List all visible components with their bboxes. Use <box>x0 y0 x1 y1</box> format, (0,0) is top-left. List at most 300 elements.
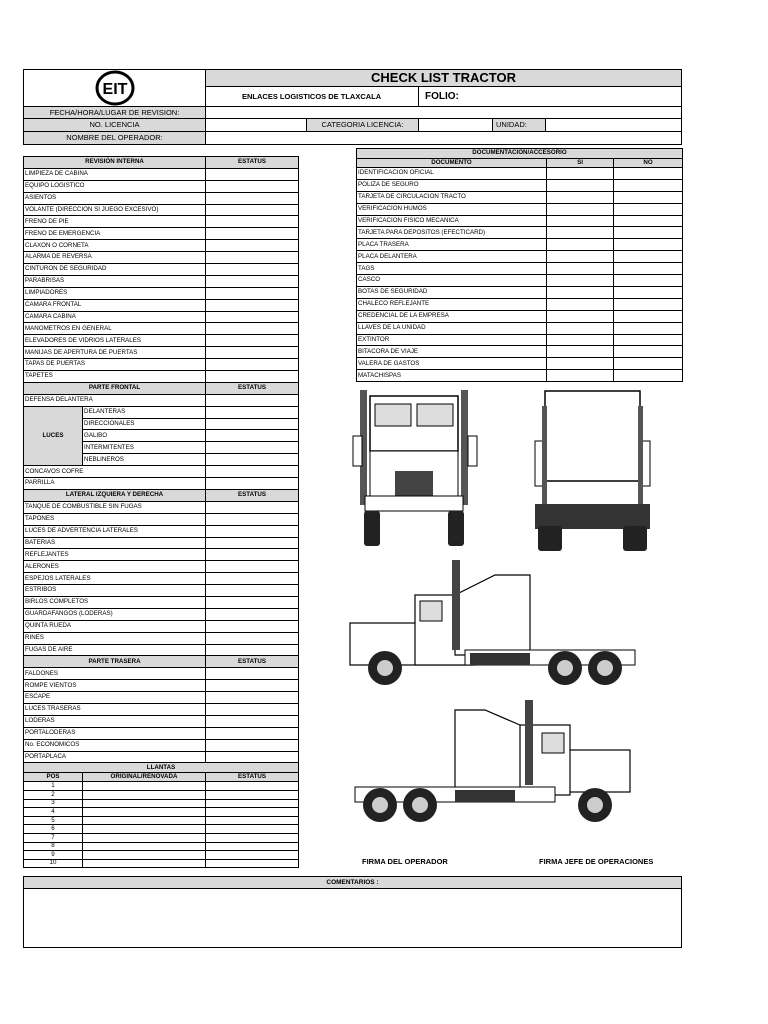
tire-position: 1 <box>24 782 83 791</box>
company-cell <box>205 86 419 107</box>
no-field[interactable] <box>614 346 683 358</box>
table-row <box>24 751 299 763</box>
item-label: No. ECONOMICOS <box>24 739 206 751</box>
si-field[interactable] <box>547 215 614 227</box>
truck-front-view <box>350 386 480 551</box>
status-field[interactable] <box>206 808 299 817</box>
si-field[interactable] <box>547 286 614 298</box>
item-label: LIMPIEZA DE CABINA <box>24 168 206 180</box>
status-field[interactable] <box>206 323 299 335</box>
operador-field[interactable] <box>205 131 682 145</box>
comments-field[interactable] <box>23 888 682 948</box>
status-field[interactable] <box>206 311 299 323</box>
item-label: NEBLINEROS <box>83 454 206 466</box>
item-label: FRENO DE PIE <box>24 216 206 228</box>
table-row <box>357 191 683 203</box>
status-field[interactable] <box>206 692 299 704</box>
pos-col-header: POS <box>24 772 83 782</box>
truck-side-view-left <box>350 695 640 830</box>
item-label: IDENTIFICACION OFICIAL <box>357 168 547 180</box>
item-label: LUCES TRASERAS <box>24 703 206 715</box>
table-row <box>357 251 683 263</box>
luces-group-label: LUCES <box>24 406 83 465</box>
status-field[interactable] <box>206 585 299 597</box>
status-field[interactable] <box>206 478 299 490</box>
table-row <box>24 311 299 323</box>
section-title: REVISIÓN INTERNA <box>24 157 206 169</box>
status-field[interactable] <box>206 703 299 715</box>
status-field[interactable] <box>206 842 299 851</box>
orig-field[interactable] <box>83 799 206 808</box>
orig-field[interactable] <box>83 842 206 851</box>
operator-signature-label: FIRMA DEL OPERADOR <box>362 857 448 866</box>
status-field[interactable] <box>206 751 299 763</box>
section-header-row <box>357 149 683 159</box>
status-field[interactable] <box>206 430 299 442</box>
si-field[interactable] <box>547 203 614 215</box>
item-label: REFLEJANTES <box>24 549 206 561</box>
status-field[interactable] <box>206 371 299 383</box>
section-title: LATERAL IZQUIERA Y DERECHA <box>24 489 206 501</box>
tire-position: 3 <box>24 799 83 808</box>
si-field[interactable] <box>547 239 614 251</box>
status-field[interactable] <box>206 454 299 466</box>
table-row <box>24 808 299 817</box>
no-field[interactable] <box>614 227 683 239</box>
status-field[interactable] <box>206 644 299 656</box>
table-row <box>24 825 299 834</box>
no-field[interactable] <box>614 203 683 215</box>
table-row <box>24 180 299 192</box>
item-label: ESPEJOS LATERALES <box>24 573 206 585</box>
table-row <box>24 323 299 335</box>
no-field[interactable] <box>614 215 683 227</box>
section-title: PARTE TRASERA <box>24 656 206 668</box>
status-field[interactable] <box>206 834 299 843</box>
orig-field[interactable] <box>83 808 206 817</box>
orig-field[interactable] <box>83 816 206 825</box>
item-label: ESTRIBOS <box>24 585 206 597</box>
table-row <box>24 204 299 216</box>
table-row <box>24 859 299 868</box>
status-field[interactable] <box>206 275 299 287</box>
status-field[interactable] <box>206 299 299 311</box>
status-field[interactable] <box>206 668 299 680</box>
si-col-header: SI <box>547 158 614 168</box>
item-label: CLAXON O CORNETA <box>24 240 206 252</box>
table-row <box>24 216 299 228</box>
no-field[interactable] <box>614 286 683 298</box>
si-field[interactable] <box>547 275 614 287</box>
status-field[interactable] <box>206 680 299 692</box>
table-row <box>24 608 299 620</box>
table-row <box>24 228 299 240</box>
table-row <box>24 851 299 860</box>
orig-field[interactable] <box>83 782 206 791</box>
table-row <box>24 513 299 525</box>
status-field[interactable] <box>206 501 299 513</box>
item-label: VERIFICACION HUMOS <box>357 203 547 215</box>
item-label: MANOMETROS EN GENERAL <box>24 323 206 335</box>
operador-label-cell <box>23 131 206 145</box>
item-label: CAMARA FRONTAL <box>24 299 206 311</box>
status-col-header: ESTATUS <box>206 382 299 394</box>
table-row <box>357 322 683 334</box>
table-row <box>24 668 299 680</box>
item-label: LODERAS <box>24 715 206 727</box>
no-field[interactable] <box>614 310 683 322</box>
item-label: TARJETA PARA DEPOSITOS (EFECTICARD) <box>357 227 547 239</box>
unidad-label: UNIDAD: <box>496 120 527 129</box>
item-label: CAMARA CABINA <box>24 311 206 323</box>
title-cell <box>205 69 682 87</box>
item-label: FUGAS DE AIRE <box>24 644 206 656</box>
fecha-label: FECHA/HORA/LUGAR DE REVISION: <box>49 108 180 117</box>
table-row <box>24 549 299 561</box>
no-field[interactable] <box>614 251 683 263</box>
tire-position: 4 <box>24 808 83 817</box>
item-label: DEFENSA DELANTERA <box>24 394 206 406</box>
status-field[interactable] <box>206 549 299 561</box>
licencia-label-cell <box>23 118 206 132</box>
table-row <box>24 791 299 800</box>
item-label: BIRLOS COMPLETOS <box>24 596 206 608</box>
item-label: INTERMITENTES <box>83 442 206 454</box>
table-row <box>24 501 299 513</box>
status-field[interactable] <box>206 632 299 644</box>
unidad-field[interactable] <box>545 118 682 132</box>
page-title: CHECK LIST TRACTOR <box>371 70 516 85</box>
status-col-header: ESTATUS <box>206 157 299 169</box>
table-row <box>24 561 299 573</box>
item-label: CHALECO REFLEJANTE <box>357 298 547 310</box>
section-title: LLANTAS <box>24 763 299 773</box>
status-field[interactable] <box>206 573 299 585</box>
status-field[interactable] <box>206 715 299 727</box>
table-row <box>357 298 683 310</box>
item-label: ALERONES <box>24 561 206 573</box>
item-label: TAGS <box>357 263 547 275</box>
item-label: LIMPIADORES <box>24 287 206 299</box>
status-field[interactable] <box>206 608 299 620</box>
licencia-field[interactable] <box>205 118 307 132</box>
status-field[interactable] <box>206 620 299 632</box>
si-field[interactable] <box>547 310 614 322</box>
orig-field[interactable] <box>83 859 206 868</box>
documentation-table <box>356 148 683 382</box>
table-row <box>24 371 299 383</box>
no-field[interactable] <box>614 179 683 191</box>
status-col-header: ESTATUS <box>206 656 299 668</box>
table-row <box>24 585 299 597</box>
item-label: PARRILLA <box>24 478 206 490</box>
categoria-label: CATEGORIA LICENCIA: <box>321 120 404 129</box>
status-field[interactable] <box>206 347 299 359</box>
table-row <box>24 799 299 808</box>
item-label: EXTINTOR <box>357 334 547 346</box>
item-label: DELANTERAS <box>83 406 206 418</box>
no-col-header: NO <box>614 158 683 168</box>
si-field[interactable] <box>547 251 614 263</box>
status-field[interactable] <box>206 180 299 192</box>
si-field[interactable] <box>547 334 614 346</box>
tire-position: 9 <box>24 851 83 860</box>
item-label: PLACA DELANTERA <box>357 251 547 263</box>
table-row <box>24 632 299 644</box>
folio-label: FOLIO: <box>425 91 459 102</box>
status-field[interactable] <box>206 287 299 299</box>
table-row <box>24 347 299 359</box>
status-field[interactable] <box>206 442 299 454</box>
table-row <box>24 252 299 264</box>
no-field[interactable] <box>614 191 683 203</box>
item-label: TARJETA DE CIRCULACION TRACTO <box>357 191 547 203</box>
si-field[interactable] <box>547 346 614 358</box>
item-label: VALERA DE GASTOS <box>357 358 547 370</box>
section-header-row <box>24 157 299 169</box>
table-row <box>24 739 299 751</box>
table-row <box>24 359 299 371</box>
item-label: FRENO DE EMERGENCIA <box>24 228 206 240</box>
logo-cell <box>23 69 206 107</box>
item-label: PLACA TRASERA <box>357 239 547 251</box>
categoria-field[interactable] <box>418 118 493 132</box>
si-field[interactable] <box>547 179 614 191</box>
item-label: DIRECCIONALES <box>83 418 206 430</box>
status-field[interactable] <box>206 240 299 252</box>
item-label: PORTALODERAS <box>24 727 206 739</box>
item-label: PARABRISAS <box>24 275 206 287</box>
table-row <box>24 680 299 692</box>
status-field[interactable] <box>206 739 299 751</box>
status-field[interactable] <box>206 782 299 791</box>
status-field[interactable] <box>206 418 299 430</box>
no-field[interactable] <box>614 263 683 275</box>
status-field[interactable] <box>206 825 299 834</box>
status-field[interactable] <box>206 513 299 525</box>
item-label: EQUIPO LOGISTICO <box>24 180 206 192</box>
table-row <box>24 478 299 490</box>
item-label: CINTURON DE SEGURIDAD <box>24 264 206 276</box>
no-field[interactable] <box>614 275 683 287</box>
status-field[interactable] <box>206 791 299 800</box>
table-row <box>24 816 299 825</box>
status-field[interactable] <box>206 394 299 406</box>
status-field[interactable] <box>206 537 299 549</box>
status-field[interactable] <box>206 525 299 537</box>
item-label: BOTAS DE SEGURIDAD <box>357 286 547 298</box>
status-field[interactable] <box>206 204 299 216</box>
table-row <box>24 299 299 311</box>
table-row <box>357 227 683 239</box>
table-row <box>24 287 299 299</box>
no-field[interactable] <box>614 370 683 382</box>
table-row <box>24 727 299 739</box>
item-label: LLAVES DE LA UNIDAD <box>357 322 547 334</box>
item-label: ALARMA DE REVERSA <box>24 252 206 264</box>
table-row <box>357 168 683 180</box>
orig-col-header: ORIGINAL/RENOVADA <box>83 772 206 782</box>
item-label: CASCO <box>357 275 547 287</box>
si-field[interactable] <box>547 263 614 275</box>
no-field[interactable] <box>614 334 683 346</box>
status-field[interactable] <box>206 252 299 264</box>
categoria-label-cell <box>306 118 419 132</box>
status-field[interactable] <box>206 816 299 825</box>
si-field[interactable] <box>547 168 614 180</box>
item-label: PORTAPLACA <box>24 751 206 763</box>
status-col-header: ESTATUS <box>206 772 299 782</box>
item-label: BATERIAS <box>24 537 206 549</box>
comments-label: COMENTARIOS : <box>326 879 379 886</box>
status-field[interactable] <box>206 228 299 240</box>
table-row <box>24 466 299 478</box>
si-field[interactable] <box>547 191 614 203</box>
tire-position: 8 <box>24 842 83 851</box>
item-label: CREDENCIAL DE LA EMPRESA <box>357 310 547 322</box>
si-field[interactable] <box>547 322 614 334</box>
doc-col-header: DOCUMENTO <box>357 158 547 168</box>
table-row <box>24 703 299 715</box>
item-label: GUARDAFANGOS (LODERAS) <box>24 608 206 620</box>
status-field[interactable] <box>206 168 299 180</box>
si-field[interactable] <box>547 227 614 239</box>
table-row <box>24 644 299 656</box>
status-field[interactable] <box>206 799 299 808</box>
svg-text:EIT: EIT <box>102 81 128 98</box>
item-label: MANIJAS DE APERTURA DE PUERTAS <box>24 347 206 359</box>
item-label: TANQUE DE COMBUSTIBLE SIN FUGAS <box>24 501 206 513</box>
tire-position: 6 <box>24 825 83 834</box>
table-row <box>24 715 299 727</box>
inspection-table <box>23 156 299 868</box>
company-name: ENLACES LOGISTICOS DE TLAXCALA <box>242 92 382 101</box>
status-field[interactable] <box>206 216 299 228</box>
table-row <box>24 240 299 252</box>
table-row <box>24 596 299 608</box>
table-row <box>357 334 683 346</box>
item-label: ROMPE VIENTOS <box>24 680 206 692</box>
status-field[interactable] <box>206 359 299 371</box>
item-label: ELEVADORES DE VIDRIOS LATERALES <box>24 335 206 347</box>
table-row <box>24 842 299 851</box>
section-title: PARTE FRONTAL <box>24 382 206 394</box>
status-field[interactable] <box>206 561 299 573</box>
tire-position: 7 <box>24 834 83 843</box>
table-row <box>357 203 683 215</box>
section-header-row <box>24 772 299 782</box>
no-field[interactable] <box>614 322 683 334</box>
table-row <box>24 573 299 585</box>
table-row <box>357 215 683 227</box>
orig-field[interactable] <box>83 825 206 834</box>
item-label: BITACORA DE VIAJE <box>357 346 547 358</box>
tire-position: 10 <box>24 859 83 868</box>
table-row <box>24 168 299 180</box>
table-row <box>24 335 299 347</box>
item-label: TAPAS DE PUERTAS <box>24 359 206 371</box>
table-row <box>24 264 299 276</box>
si-field[interactable] <box>547 298 614 310</box>
item-label: MATACHISPAS <box>357 370 547 382</box>
status-field[interactable] <box>206 727 299 739</box>
orig-field[interactable] <box>83 851 206 860</box>
status-field[interactable] <box>206 466 299 478</box>
table-row <box>24 834 299 843</box>
item-label: ESCAPE <box>24 692 206 704</box>
status-field[interactable] <box>206 264 299 276</box>
licencia-label: NO. LICENCIA <box>89 120 140 129</box>
item-label: LUCES DE ADVERTENCIA LATERALES <box>24 525 206 537</box>
table-row <box>24 406 299 418</box>
table-row <box>357 286 683 298</box>
section-title: DOCUMENTACION/ACCESORIO <box>357 149 683 159</box>
item-label: POLIZA DE SEGURO <box>357 179 547 191</box>
company-logo-icon <box>24 70 207 106</box>
section-header-row <box>24 763 299 773</box>
item-label: RINES <box>24 632 206 644</box>
si-field[interactable] <box>547 370 614 382</box>
table-row <box>24 782 299 791</box>
no-field[interactable] <box>614 168 683 180</box>
folio-cell[interactable] <box>418 86 682 107</box>
orig-field[interactable] <box>83 791 206 800</box>
item-label: TAPONES <box>24 513 206 525</box>
truck-side-view-right <box>345 555 645 690</box>
section-header-row <box>24 489 299 501</box>
manager-signature-label: FIRMA JEFE DE OPERACIONES <box>539 857 654 866</box>
table-row <box>357 239 683 251</box>
item-label: QUINTA RUEDA <box>24 620 206 632</box>
tire-position: 2 <box>24 791 83 800</box>
table-row <box>357 370 683 382</box>
section-header-row <box>24 382 299 394</box>
truck-rear-view <box>530 386 655 551</box>
table-row <box>357 310 683 322</box>
orig-field[interactable] <box>83 834 206 843</box>
status-field[interactable] <box>206 406 299 418</box>
section-header-row <box>24 656 299 668</box>
item-label: CONCAVOS COFRE <box>24 466 206 478</box>
no-field[interactable] <box>614 358 683 370</box>
item-label: VERIFICACION FISICO MECANICA <box>357 215 547 227</box>
status-field[interactable] <box>206 596 299 608</box>
table-row <box>357 263 683 275</box>
si-field[interactable] <box>547 358 614 370</box>
section-header-row <box>357 158 683 168</box>
table-row <box>357 346 683 358</box>
table-row <box>24 525 299 537</box>
no-field[interactable] <box>614 239 683 251</box>
table-row <box>357 179 683 191</box>
table-row <box>357 358 683 370</box>
table-row <box>24 192 299 204</box>
status-field[interactable] <box>206 851 299 860</box>
status-field[interactable] <box>206 335 299 347</box>
no-field[interactable] <box>614 298 683 310</box>
table-row <box>357 275 683 287</box>
item-label: ASIENTOS <box>24 192 206 204</box>
table-row <box>24 394 299 406</box>
tire-position: 5 <box>24 816 83 825</box>
table-row <box>24 692 299 704</box>
status-field[interactable] <box>206 192 299 204</box>
status-col-header: ESTATUS <box>206 489 299 501</box>
unidad-label-cell <box>492 118 546 132</box>
status-field[interactable] <box>206 859 299 868</box>
item-label: TAPETES <box>24 371 206 383</box>
item-label: GALIBO <box>83 430 206 442</box>
